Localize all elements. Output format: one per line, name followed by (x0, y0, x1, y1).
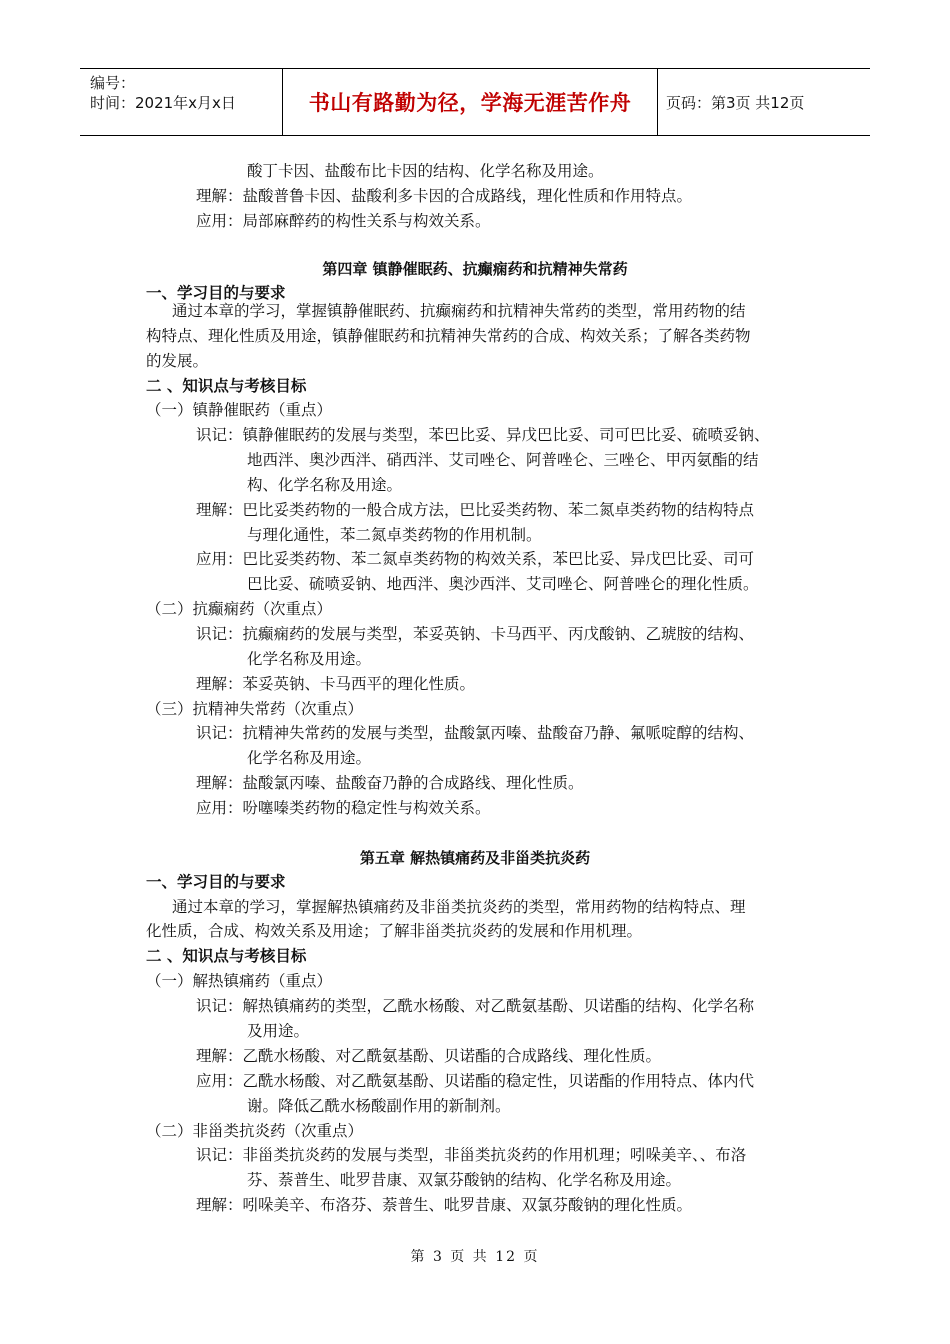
text-line: 构、化学名称及用途。 (247, 476, 403, 494)
text-line: 应用：巴比妥类药物、苯二氮卓类药物的构效关系，苯巴比妥、异戊巴比妥、司可 (196, 550, 755, 568)
subsection-heading: （三）抗精神失常药（次重点） (146, 700, 364, 718)
section-heading: 二 、知识点与考核目标 (146, 947, 307, 965)
text-line: 及用途。 (247, 1022, 310, 1040)
header-time-label: 时间：2021年x月x日 (90, 94, 236, 112)
page-footer: 第 3 页 共 12 页 (410, 1249, 540, 1265)
text-line: 芬、萘普生、吡罗昔康、双氯芬酸钠的结构、化学名称及用途。 (247, 1171, 682, 1189)
text-line: 化性质，合成、构效关系及用途；了解非甾类抗炎药的发展和作用机理。 (146, 922, 643, 940)
header-motto: 书山有路勤为径，学海无涯苦作舟 (282, 69, 658, 135)
text-line: 与理化通性，苯二氮卓类药物的作用机制。 (247, 526, 542, 544)
text-line: 酸丁卡因、盐酸布比卡因的结构、化学名称及用途。 (247, 162, 604, 180)
text-line: 识记：抗精神失常药的发展与类型，盐酸氯丙嗪、盐酸奋乃静、氟哌啶醇的结构、 (196, 724, 755, 742)
text-line: 化学名称及用途。 (247, 650, 372, 668)
text-line: 理解：吲哚美辛、布洛芬、萘普生、吡罗昔康、双氯芬酸钠的理化性质。 (196, 1196, 693, 1214)
text-line: 理解：苯妥英钠、卡马西平的理化性质。 (196, 675, 476, 693)
text-line: 巴比妥、硫喷妥钠、地西泮、奥沙西泮、艾司唑仑、阿普唑仑的理化性质。 (247, 575, 759, 593)
text-line: 的发展。 (146, 352, 209, 370)
text-line: 识记：镇静催眠药的发展与类型，苯巴比妥、异戊巴比妥、司可巴比妥、硫喷妥钠、 (196, 426, 770, 444)
subsection-heading: （二）抗癫痫药（次重点） (146, 600, 333, 618)
subsection-heading: （一）镇静催眠药（重点） (146, 401, 333, 419)
text-line: 理解：盐酸普鲁卡因、盐酸利多卡因的合成路线，理化性质和作用特点。 (196, 187, 693, 205)
text-line: 化学名称及用途。 (247, 749, 372, 767)
subsection-heading: （一）解热镇痛药（重点） (146, 972, 333, 990)
text-line: 应用：局部麻醉药的构性关系与构效关系。 (196, 212, 491, 230)
text-line: 应用：乙酰水杨酸、对乙酰氨基酚、贝诺酯的稳定性，贝诺酯的作用特点、体内代 (196, 1072, 755, 1090)
text-line: 谢。降低乙酰水杨酸副作用的新制剂。 (247, 1097, 511, 1115)
text-line: 识记：抗癫痫药的发展与类型，苯妥英钠、卡马西平、丙戊酸钠、乙琥胺的结构、 (196, 625, 755, 643)
text-line: 识记：非甾类抗炎药的发展与类型，非甾类抗炎药的作用机理；吲哚美辛、、布洛 (196, 1146, 747, 1164)
header-number-label: 编号： (90, 74, 136, 92)
text-line: 理解：乙酰水杨酸、对乙酰氨基酚、贝诺酯的合成路线、理化性质。 (196, 1047, 662, 1065)
chapter-4-title: 第四章 镇静催眠药、抗癫痫药和抗精神失常药 (322, 260, 628, 278)
section-heading: 一、学习目的与要求 (146, 284, 286, 302)
section-heading: 二 、知识点与考核目标 (146, 377, 307, 395)
section-heading: 一、学习目的与要求 (146, 873, 286, 891)
text-line: 通过本章的学习，掌握镇静催眠药、抗癫痫药和抗精神失常药的类型，常用药物的结 (172, 302, 746, 320)
text-line: 理解：巴比妥类药物的一般合成方法，巴比妥类药物、苯二氮卓类药物的结构特点 (196, 501, 755, 519)
text-line: 理解：盐酸氯丙嗪、盐酸奋乃静的合成路线、理化性质。 (196, 774, 584, 792)
header-meta (80, 69, 282, 135)
header-page-info: 页码：第3页 共12页 (666, 93, 805, 112)
text-line: 通过本章的学习，掌握解热镇痛药及非甾类抗炎药的类型，常用药物的结构特点、理 (172, 898, 746, 916)
text-line: 应用：吩噻嗪类药物的稳定性与构效关系。 (196, 799, 491, 817)
text-line: 构特点、理化性质及用途，镇静催眠药和抗精神失常药的合成、构效关系；了解各类药物 (146, 327, 751, 345)
text-line: 地西泮、奥沙西泮、硝西泮、艾司唑仑、阿普唑仑、三唑仑、甲丙氨酯的结 (247, 451, 759, 469)
subsection-heading: （二）非甾类抗炎药（次重点） (146, 1122, 364, 1140)
chapter-5-title: 第五章 解热镇痛药及非甾类抗炎药 (359, 849, 591, 867)
text-line: 识记：解热镇痛药的类型，乙酰水杨酸、对乙酰氨基酚、贝诺酯的结构、化学名称 (196, 997, 755, 1015)
page-header (80, 68, 870, 136)
